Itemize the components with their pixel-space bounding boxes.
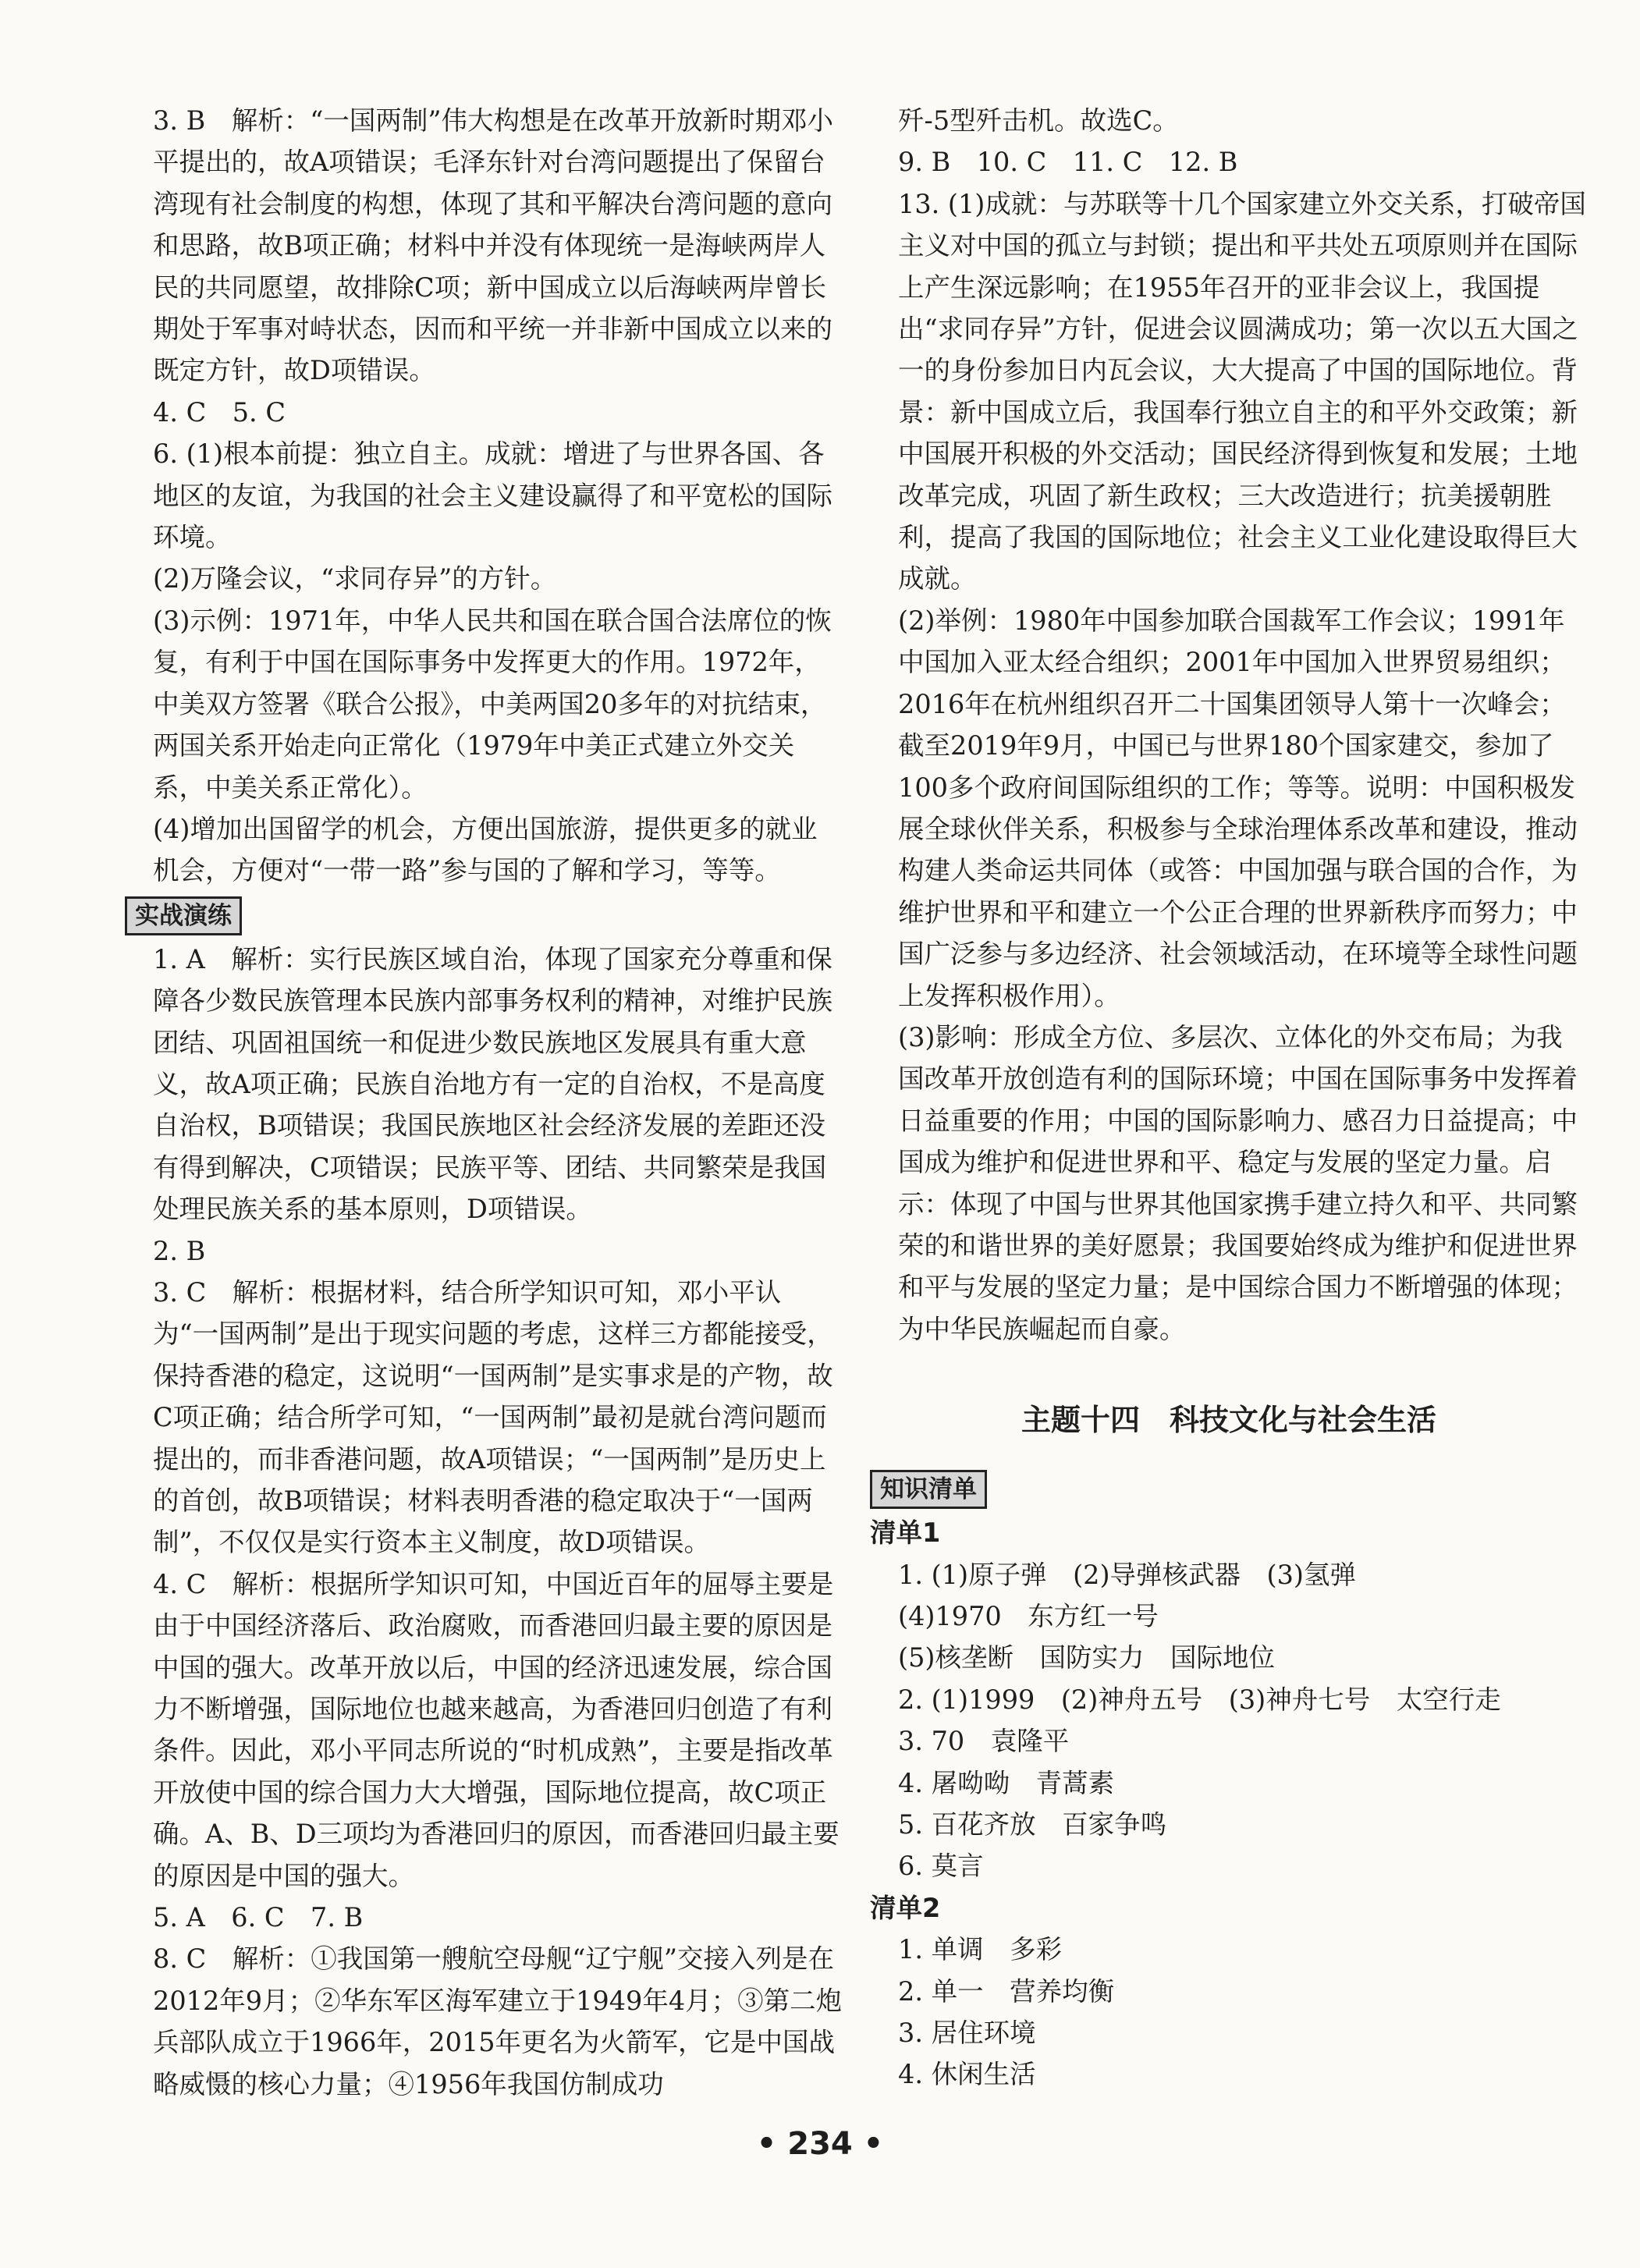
list-1-item-1: 1. (1)原子弹 (2)导弹核武器 (3)氢弹: [898, 1559, 1356, 1590]
list-1-item-6: 6. 莫言: [898, 1851, 984, 1882]
practice-answer-9-12: 9. B 10. C 11. C 12. B: [898, 147, 1238, 178]
topic-title: 主题十四 科技文化与社会生活: [1021, 1403, 1436, 1438]
right-column: [870, 100, 1588, 2096]
answer-6-part2: (2)万隆会议，“求同存异”的方针。: [153, 563, 557, 595]
practice-answer-13-part1: 13. (1)成就：与苏联等十几个国家建立外交关系，打破帝国主义对中国的孤立与封锁；提出和平共处五项原则并在国际上产生深远影响；在1955年召开的亚非会议上，我国提出“求同存异”方针，促进会议圆满成功；第一次以五大国之一的身份参加日内瓦会议，大大提高了中国的国际地位。背景：新中国成立后，我国奉行独立自主的和平外交政策；新中国展开积极的外交活动；国民经济得到恢复和发展；土地改革完成，巩固了新生政权；三大改造进行；抗美援朝胜利，提高了我国的国际地位；社会主义工业化建设取得巨大成就。: [898, 188, 1586, 595]
practice-answer-3: 3. C 解析：根据材料，结合所学知识可知，邓小平认为“一国两制”是出于现实问题的考虑，这样三方都能接受，保持香港的稳定，这说明“一国两制”是实事求是的产物，故C项正确；结合所学可知，“一国两制”最初是就台湾问题而提出的，而非香港问题，故A项错误；“一国两制”是历史上的首创，故B项错误；材料表明香港的稳定取决于“一国两制”，不仅仅是实行资本主义制度，故D项错误。: [153, 1276, 833, 1558]
list-2-item-4: 4. 休闲生活: [898, 2059, 1036, 2090]
practice-answer-8: 8. C 解析：①我国第一艘航空母舰“辽宁舰”交接入列是在2012年9月；②华东军区海军建立于1949年4月；③第二炮兵部队成立于1966年，2015年更名为火箭军，它是中国战略威慑的核心力量；④1956年我国仿制成功: [153, 1943, 843, 2099]
page-number: • 234 •: [756, 2126, 884, 2162]
list-1-item-1b: (4)1970 东方红一号: [898, 1601, 1159, 1631]
list-1-item-3: 3. 70 袁隆平: [898, 1726, 1070, 1757]
list-2-item-2: 2. 单一 营养均衡: [898, 1975, 1115, 2007]
list-2-item-1: 1. 单调 多彩: [898, 1934, 1063, 1965]
section-label-practice: 实战演练: [125, 896, 242, 935]
practice-answer-8-continued: 歼-5型歼击机。故选C。: [898, 105, 1179, 136]
practice-answer-2: 2. B: [153, 1235, 206, 1266]
practice-answer-4: 4. C 解析：根据所学知识可知，中国近百年的屈辱主要是由于中国经济落后、政治腐败，而香港回归最主要的原因是中国的强大。改革开放以后，中国的经济迅速发展，综合国力不断增强，国际地位也越来越高，为香港回归创造了有利条件。因此，邓小平同志所说的“时机成熟”，主要是指改革开放使中国的综合国力大大增强，国际地位提高，故C项正确。A、B、D三项均为香港回归的原因，而香港回归最主要的原因是中国的强大。: [153, 1568, 840, 1891]
practice-answer-13-part2: (2)举例：1980年中国参加联合国裁军工作会议；1991年中国加入亚太经合组织；2001年中国加入世界贸易组织；2016年在杭州组织召开二十国集团领导人第十一次峰会；截至2019年9月，中国已与世界180个国家建交，参加了100多个政府间国际组织的工作；等等。说明：中国积极发展全球伙伴关系，积极参与全球治理体系改革和建设，推动构建人类命运共同体（或答：中国加强与联合国的合作，为维护世界和平和建立一个公正合理的世界新秩序而努力；中国广泛参与多边经济、社会领域活动，在环境等全球性问题上发挥积极作用）。: [898, 605, 1578, 1011]
practice-answer-1: 1. A 解析：实行民族区域自治，体现了国家充分尊重和保障各少数民族管理本民族内部事务权利的精神，对维护民族团结、巩固祖国统一和促进少数民族地区发展具有重大意义，故A项正确；民族自治地方有一定的自治权，不是高度自治权，B项错误；我国民族地区社会经济发展的差距还没有得到解决，C项错误；民族平等、团结、共同繁荣是我国处理民族关系的基本原则，D项错误。: [153, 943, 832, 1225]
list-1-item-4: 4. 屠呦呦 青蒿素: [898, 1767, 1115, 1798]
practice-answer-13-part3: (3)影响：形成全方位、多层次、立体化的外交布局；为我国改革开放创造有利的国际环境；中国在国际事务中发挥着日益重要的作用；中国的国际影响力、感召力日益提高；中国成为维护和促进世界和平、稳定与发展的坚定力量。启示：体现了中国与世界其他国家携手建立持久和平、共同繁荣的和谐世界的美好愿景；我国要始终成为维护和促进世界和平与发展的坚定力量；是中国综合国力不断增强的体现；为中华民族崛起而自豪。: [898, 1021, 1578, 1344]
list-2-item-3: 3. 居住环境: [898, 2018, 1036, 2049]
list-1-item-2: 2. (1)1999 (2)神舟五号 (3)神舟七号 太空行走: [898, 1684, 1501, 1715]
list-1-item-5: 5. 百花齐放 百家争鸣: [898, 1809, 1167, 1840]
answer-6-part3: (3)示例：1971年，中华人民共和国在联合国合法席位的恢复，有利于中国在国际事务中发挥更大的作用。1972年，中美双方签署《联合公报》，中美两国20多年的对抗结束，两国关系开始走向正常化（1979年中美正式建立外交关系，中美关系正常化）。: [153, 605, 832, 803]
practice-answer-5-7: 5. A 6. C 7. B: [153, 1902, 364, 1933]
list-1-item-1c: (5)核垄断 国防实力 国际地位: [898, 1642, 1275, 1673]
list-2-title: 清单2: [870, 1892, 941, 1923]
left-column: [125, 100, 843, 2105]
section-label-knowledge: 知识清单: [870, 1470, 987, 1509]
answer-3: 3. B 解析：“一国两制”伟大构想是在改革开放新时期邓小平提出的，故A项错误；毛泽东针对台湾问题提出了保留台湾现有社会制度的构想，体现了其和平解决台湾问题的意向和思路，故B项正确；材料中并没有体现统一是海峡两岸人民的共同愿望，故排除C项；新中国成立以后海峡两岸曾长期处于军事对峙状态，因而和平统一并非新中国成立以来的既定方针，故D项错误。: [153, 105, 833, 386]
answer-6-part4: (4)增加出国留学的机会，方便出国旅游，提供更多的就业机会，方便对“一带一路”参与国的了解和学习，等等。: [153, 813, 818, 886]
list-1-title: 清单1: [870, 1517, 941, 1549]
answer-6-part1: 6. (1)根本前提：独立自主。成就：增进了与世界各国、各地区的友谊，为我国的社会主义建设赢得了和平宽松的国际环境。: [153, 438, 832, 553]
answer-4-5: 4. C 5. C: [153, 396, 286, 428]
